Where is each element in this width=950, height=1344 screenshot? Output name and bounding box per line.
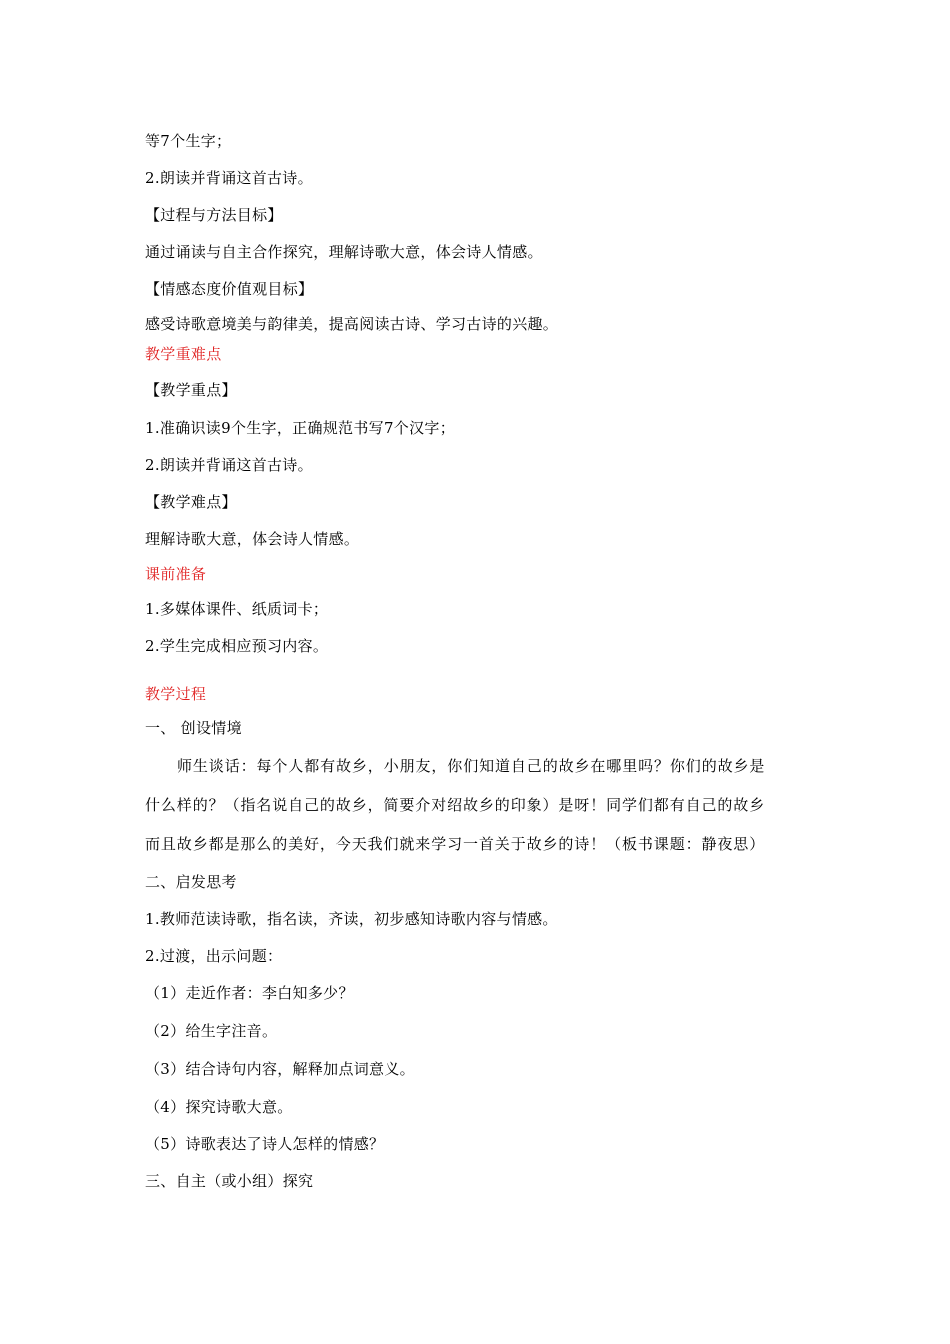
- list-item: （3）结合诗句内容，解释加点词意义。: [145, 1060, 415, 1078]
- text-line: 1.教师范读诗歌，指名读，齐读，初步感知诗歌内容与情感。: [145, 910, 558, 928]
- list-item: （1）走近作者：李白知多少？: [145, 984, 354, 1002]
- subheading: 二、启发思考: [145, 873, 237, 891]
- text-line: 感受诗歌意境美与韵律美，提高阅读古诗、学习古诗的兴趣。: [145, 315, 559, 333]
- subheading: 【教学难点】: [145, 493, 237, 511]
- subheading: 【教学重点】: [145, 381, 237, 399]
- text-line: 等7个生字；: [145, 132, 232, 150]
- text-line: 1.准确识读9个生字，正确规范书写7个汉字；: [145, 419, 456, 437]
- text-line: 2.过渡，出示问题：: [145, 947, 283, 965]
- subheading: 【过程与方法目标】: [145, 206, 283, 224]
- text-line: 通过诵读与自主合作探究，理解诗歌大意，体会诗人情感。: [145, 243, 543, 261]
- section-heading: 课前准备: [145, 565, 207, 583]
- section-heading: 教学重难点: [145, 345, 222, 363]
- paragraph-line: 而且故乡都是那么的美好，今天我们就来学习一首关于故乡的诗！（板书课题：静夜思）: [145, 835, 766, 853]
- list-item: （2）给生字注音。: [145, 1022, 278, 1040]
- subheading: 三、自主（或小组）探究: [145, 1172, 314, 1190]
- list-item: （5）诗歌表达了诗人怎样的情感？: [145, 1135, 385, 1153]
- text-line: 2.学生完成相应预习内容。: [145, 637, 329, 655]
- subheading: 【情感态度价值观目标】: [145, 280, 314, 298]
- text-line: 2.朗读并背诵这首古诗。: [145, 169, 313, 187]
- text-line: 2.朗读并背诵这首古诗。: [145, 456, 313, 474]
- text-line: 1.多媒体课件、纸质词卡；: [145, 600, 329, 618]
- paragraph-line: 师生谈话：每个人都有故乡，小朋友，你们知道自己的故乡在哪里吗？你们的故乡是: [177, 757, 766, 775]
- list-item: （4）探究诗歌大意。: [145, 1098, 293, 1116]
- subheading: 一、 创设情境: [145, 719, 242, 737]
- text-line: 理解诗歌大意，体会诗人情感。: [145, 530, 360, 548]
- paragraph-line: 什么样的？（指名说自己的故乡，简要介对绍故乡的印象）是呀！同学们都有自己的故乡: [145, 796, 766, 814]
- section-heading: 教学过程: [145, 685, 207, 703]
